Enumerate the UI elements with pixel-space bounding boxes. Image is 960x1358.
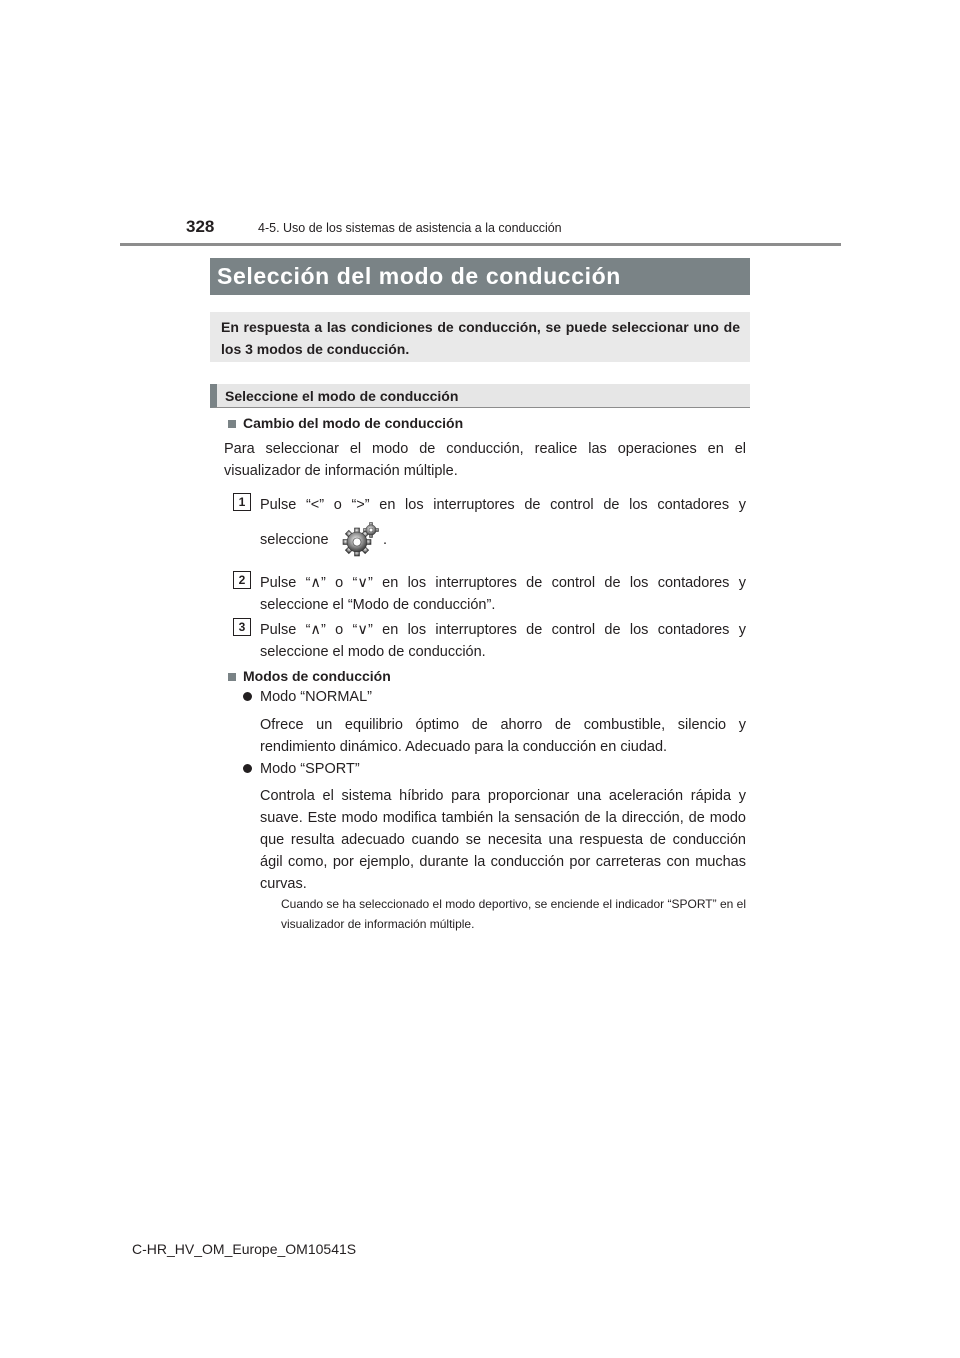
gear-icon xyxy=(340,521,380,559)
change-mode-heading: Cambio del modo de conducción xyxy=(243,415,464,431)
step-1-line2-prefix: seleccione xyxy=(260,532,329,548)
page-title: Selección del modo de conducción xyxy=(210,258,750,295)
step-2-text: Pulse “∧” o “∨” en los interruptores de control de los contadores y seleccione el “Modo de conducción”. xyxy=(260,575,746,613)
step-number-1: 1 xyxy=(233,493,251,511)
subsection-title: Seleccione el modo de conducción xyxy=(210,384,750,408)
mode-sport-description: Controla el sistema híbrido para proporcionar una aceleración rápida y suave. Este modo modifica también la sensación de la dirección, de modo que resulta adecuado cuando se necesita una respuesta de conducción ágil como, por ejemplo, durante la conducción por carreteras con muchas curvas. xyxy=(260,788,746,892)
step-number-3: 3 xyxy=(233,618,251,636)
sport-note: Cuando se ha seleccionado el modo deportivo, se enciende el indicador “SPORT” en el visualizador de información múltiple. xyxy=(281,897,746,931)
step-1-line1: Pulse “<” o “>” en los interruptores de control de los contadores y xyxy=(260,497,746,513)
change-mode-text: Para seleccionar el modo de conducción, realice las operaciones en el visualizador de información múltiple. xyxy=(224,441,746,479)
mode-normal-name: Modo “NORMAL” xyxy=(260,689,372,705)
square-bullet-icon xyxy=(228,420,236,428)
page-number: 328 xyxy=(186,217,215,236)
modes-heading: Modos de conducción xyxy=(243,668,391,684)
step-1-line2-suffix: . xyxy=(383,532,388,548)
header-rule xyxy=(120,243,841,246)
round-bullet-icon xyxy=(243,764,252,773)
round-bullet-icon xyxy=(243,692,252,701)
mode-sport-name: Modo “SPORT” xyxy=(260,761,360,777)
mode-normal-description: Ofrece un equilibrio óptimo de ahorro de combustible, silencio y rendimiento dinámico. Adecuado para la conducción en ciudad. xyxy=(260,717,746,755)
section-label: 4-5. Uso de los sistemas de asistencia a la conducción xyxy=(258,221,562,235)
footer-code: C-HR_HV_OM_Europe_OM10541S xyxy=(132,1241,357,1257)
step-3-text: Pulse “∧” o “∨” en los interruptores de control de los contadores y seleccione el modo de conducción. xyxy=(260,622,746,660)
step-number-2: 2 xyxy=(233,571,251,589)
intro-box xyxy=(210,312,750,362)
square-bullet-icon xyxy=(228,673,236,681)
intro-text: En respuesta a las condiciones de conducción, se puede seleccionar uno de los 3 modos de conducción. xyxy=(221,319,740,357)
